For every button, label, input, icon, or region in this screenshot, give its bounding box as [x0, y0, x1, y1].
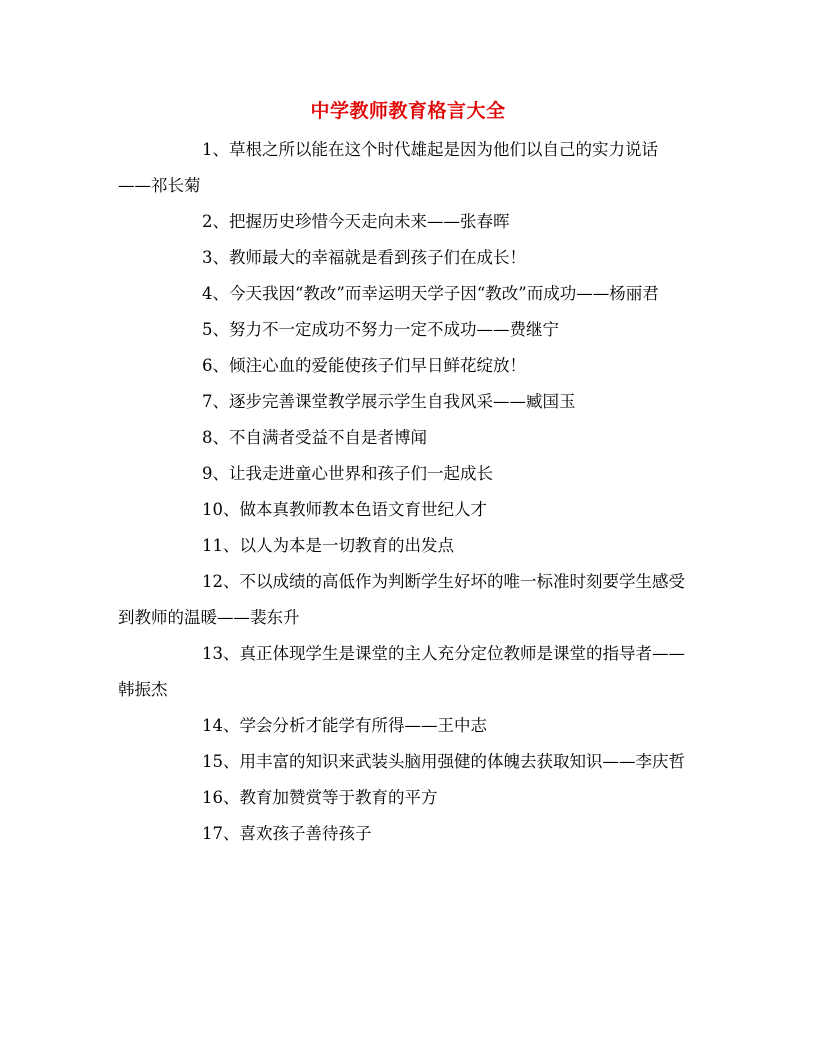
quote-item: 7、逐步完善课堂教学展示学生自我风采——臧国玉 [202, 392, 576, 411]
quote-item: 8、不自满者受益不自是者博闻 [202, 428, 427, 447]
quote-item: 15、用丰富的知识来武装头脑用强健的体魄去获取知识——李庆哲 [202, 752, 685, 771]
quote-item: 13、真正体现学生是课堂的主人充分定位教师是课堂的指导者——韩振杰 [118, 644, 685, 699]
quote-list [118, 132, 688, 852]
quote-item: 6、倾注心血的爱能使孩子们早日鲜花绽放！ [202, 356, 526, 375]
quote-item: 17、喜欢孩子善待孩子 [202, 824, 372, 843]
quote-item: 1、草根之所以能在这个时代雄起是因为他们以自己的实力说话——祁长菊 [118, 140, 658, 195]
quote-item: 14、学会分析才能学有所得——王中志 [202, 716, 487, 735]
quote-item: 11、以人为本是一切教育的出发点 [202, 536, 454, 555]
quote-item: 9、让我走进童心世界和孩子们一起成长 [202, 464, 493, 483]
quote-item: 4、今天我因“教改”而幸运明天学子因“教改”而成功——杨丽君 [202, 284, 659, 303]
quote-item: 10、做本真教师教本色语文育世纪人才 [202, 500, 487, 519]
page-title: 中学教师教育格言大全 [310, 100, 506, 122]
quote-item: 16、教育加赞赏等于教育的平方 [202, 788, 438, 807]
quote-item: 2、把握历史珍惜今天走向未来——张春晖 [202, 212, 510, 231]
quote-item: 5、努力不一定成功不努力一定不成功——费继宁 [202, 320, 559, 339]
quote-item: 3、教师最大的幸福就是看到孩子们在成长！ [202, 248, 526, 267]
quote-item: 12、不以成绩的高低作为判断学生好坏的唯一标准时刻要学生感受到教师的温暖——裴东升 [118, 572, 685, 627]
